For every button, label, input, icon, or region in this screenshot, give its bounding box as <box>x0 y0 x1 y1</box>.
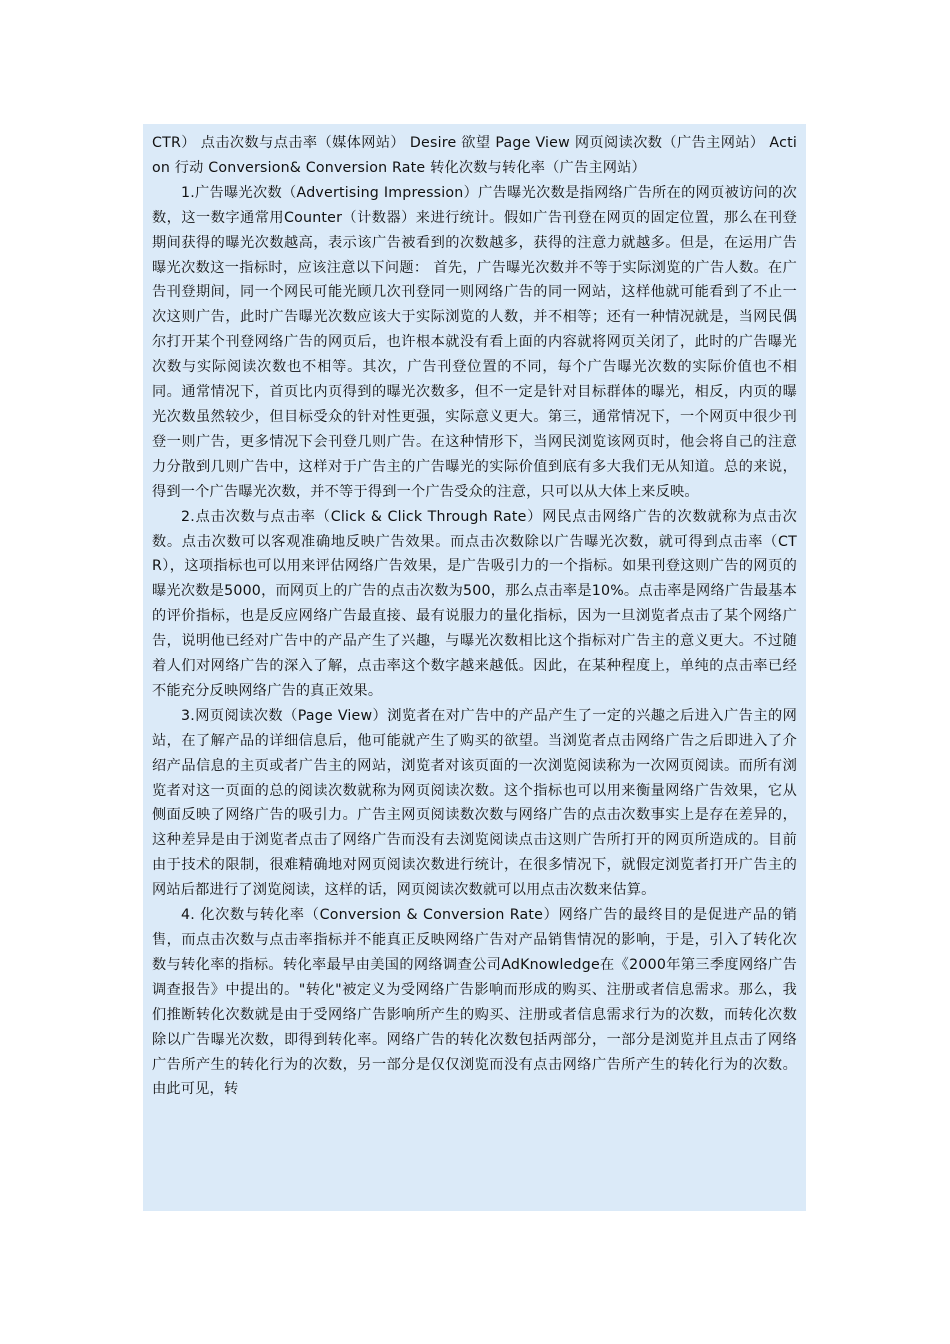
paragraph-click-through-rate: 2.点击次数与点击率（Click & Click Through Rate）网民点击网络广告的次数就称为点击次数。点击次数可以客观准确地反映广告效果。而点击次数除以广告曝光次数，就可得到点击率（CTR），这项指标也可以用来评估网络广告效果，是广告吸引力的一个指标。如果刊登这则广告的网页的曝光次数是5000，而网页上的广告的点击次数为500，那么点击率是10%。点击率是网络广告最基本的评价指标，也是反应网络广告最直接、最有说服力的量化指标，因为一旦浏览者点击了某个网络广告，说明他已经对广告中的产品产生了兴趣，与曝光次数相比这个指标对广告主的意义更大。不过随着人们对网络广告的深入了解，点击率这个数字越来越低。因此，在某种程度上，单纯的点击率已经不能充分反映网络广告的真正效果。 <box>152 508 797 699</box>
highlighted-text-block <box>143 124 806 1211</box>
paragraph-ad-impression: 1.广告曝光次数（Advertising Impression）广告曝光次数是指网络广告所在的网页被访问的次数，这一数字通常用Counter（计数器）来进行统计。假如广告刊登在网页的固定位置，那么在刊登期间获得的曝光次数越高，表示该广告被看到的次数越多，获得的注意力就越多。但是，在运用广告曝光次数这一指标时，应该注意以下问题： 首先，广告曝光次数并不等于实际浏览的广告人数。在广告刊登期间，同一个网民可能光顾几次刊登同一则网络广告的同一网站，这样他就可能看到了不止一次这则广告，此时广告曝光次数应该大于实际浏览的人数，并不相等；还有一种情况就是，当网民偶尔打开某个刊登网络广告的网页后，也许根本就没有看上面的内容就将网页关闭了，此时的广告曝光次数与实际阅读次数也不相等。其次，广告刊登位置的不同，每个广告曝光次数的实际价值也不相同。通常情况下，首页比内页得到的曝光次数多，但不一定是针对目标群体的曝光，相反，内页的曝光次数虽然较少，但目标受众的针对性更强，实际意义更大。第三，通常情况下，一个网页中很少刊登一则广告，更多情况下会刊登几则广告。在这种情形下，当网民浏览该网页时，他会将自己的注意力分散到几则广告中，这样对于广告主的广告曝光的实际价值到底有多大我们无从知道。总的来说，得到一个广告曝光次数，并不等于得到一个广告受众的注意，只可以从大体上来反映。 <box>152 184 797 500</box>
paragraph-conversion-rate: 4. 化次数与转化率（Conversion & Conversion Rate）网络广告的最终目的是促进产品的销售，而点击次数与点击率指标并不能真正反映网络广告对产品销售情况的影响，于是，引入了转化次数与转化率的指标。转化率最早由美国的网络调查公司AdKnowledge在《2000年第三季度网络广告调查报告》中提出的。"转化"被定义为受网络广告影响而形成的购买、注册或者信息需求。那么，我们推断转化次数就是由于受网络广告影响所产生的购买、注册或者信息需求行为的次数，而转化次数除以广告曝光次数，即得到转化率。网络广告的转化次数包括两部分，一部分是浏览并且点击了网络广告所产生的转化行为的次数，另一部分是仅仅浏览而没有点击网络广告所产生的转化行为的次数。由此可见，转 <box>152 907 797 1098</box>
paragraph-page-view: 3.网页阅读次数（Page View）浏览者在对广告中的产品产生了一定的兴趣之后进入广告主的网站，在了解产品的详细信息后，他可能就产生了购买的欲望。当浏览者点击网络广告之后即进入了介绍产品信息的主页或者广告主的网站，浏览者对该页面的一次浏览阅读称为一次网页阅读。而所有浏览者对这一页面的总的阅读次数就称为网页阅读次数。这个指标也可以用来衡量网络广告效果，它从侧面反映了网络广告的吸引力。广告主网页阅读数次数与网络广告的点击次数事实上是存在差异的，这种差异是由于浏览者点击了网络广告而没有去浏览阅读点击这则广告所打开的网页所造成的。目前由于技术的限制，很难精确地对网页阅读次数进行统计，在很多情况下，就假定浏览者打开广告主的网站后都进行了浏览阅读，这样的话，网页阅读次数就可以用点击次数来估算。 <box>152 707 797 899</box>
paragraph-aida-continuation: CTR） 点击次数与点击率（媒体网站） Desire 欲望 Page View 网页阅读次数（广告主网站） Action 行动 Conversion& Conversion Rate 转化次数与转化率（广告主网站） <box>152 135 797 176</box>
